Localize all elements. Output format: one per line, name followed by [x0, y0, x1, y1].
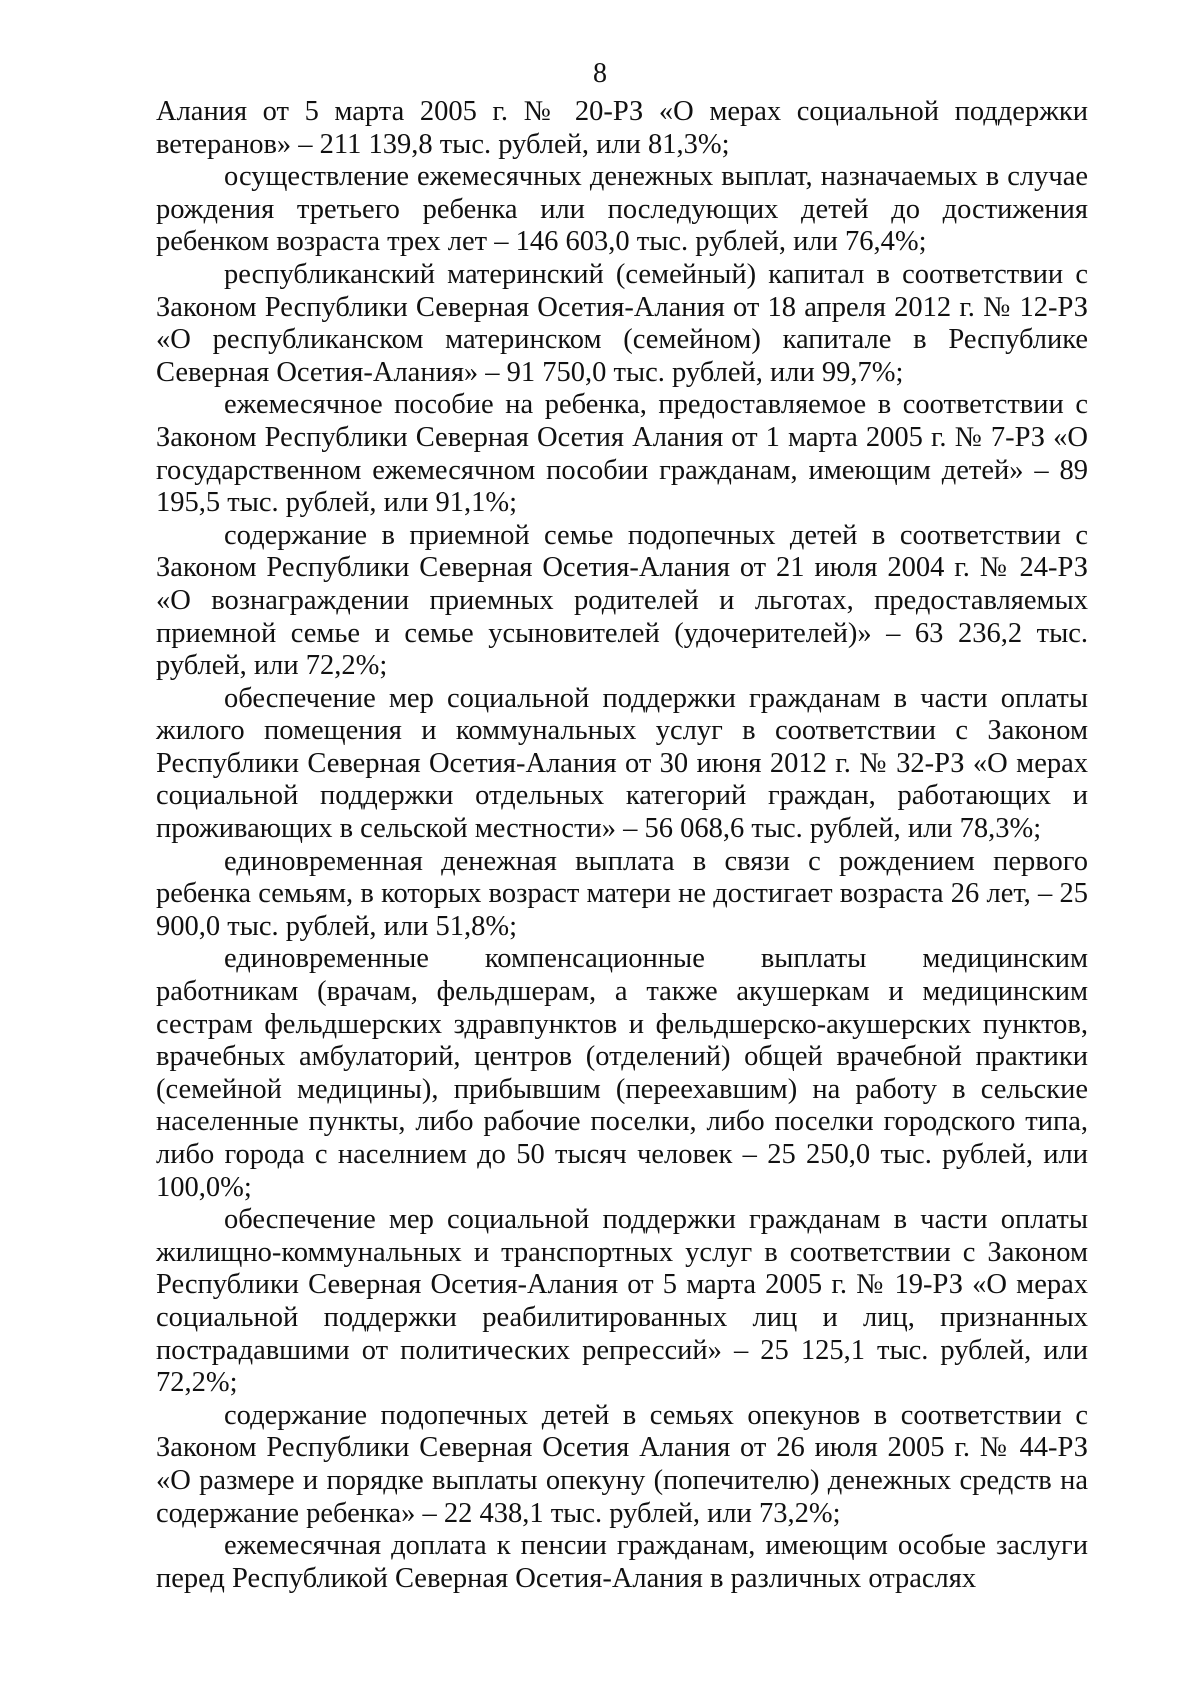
paragraph-first-child-payment: единовременная денежная выплата в связи с рождением первого ребенка семьям, в которых возраст матери не достигает возраста 26 лет, – 25 900,0 тыс. рублей, или 51,8%; — [156, 845, 1088, 942]
page-number: 8 — [593, 58, 607, 89]
paragraph-guardianship: содержание подопечных детей в семьях опекунов в соответствии с Законом Республики Северная Осетия Алания от 26 июля 2005 г. № 44-РЗ «О размере и порядке выплаты опекуну (попечителю) денежных средств на содержание ребенка» – 22 438,1 тыс. рублей, или 73,2%; — [156, 1399, 1088, 1529]
paragraph-maternity-capital: республиканский материнский (семейный) капитал в соответствии с Законом Республики Северная Осетия-Алания от 18 апреля 2012 г. № 12-РЗ «О республиканском материнском (семейном) капитале в Республике Северная Осетия-Алания» – 91 750,0 тыс. рублей, или 99,7%; — [156, 258, 1088, 388]
paragraph-foster-family: содержание в приемной семье подопечных детей в соответствии с Законом Республики Северная Осетия-Алания от 21 июля 2004 г. № 24-РЗ «О вознаграждении приемных родителей и льготах, предоставляемых приемной семье и семье усыновителей (удочерителей)» – 63 236,2 тыс. рублей, или 72,2%; — [156, 519, 1088, 682]
paragraph-rural-housing-support: обеспечение мер социальной поддержки гражданам в части оплаты жилого помещения и коммунальных услуг в соответствии с Законом Республики Северная Осетия-Алания от 30 июня 2012 г. № 32-РЗ «О мерах социальной поддержки отдельных категорий граждан, работающих и проживающих в сельской местности» – 56 068,6 тыс. рублей, или 78,3%; — [156, 682, 1088, 845]
paragraph-pension-supplement: ежемесячная доплата к пенсии гражданам, имеющим особые заслуги перед Республикой Северная Осетия-Алания в различных отраслях — [156, 1530, 1088, 1594]
document-body — [156, 96, 1088, 1595]
paragraph-monthly-payments: осуществление ежемесячных денежных выплат, назначаемых в случае рождения третьего ребенка или последующих детей до достижения ребенком возраста трех лет – 146 603,0 тыс. рублей, или 76,4%; — [156, 161, 1088, 258]
paragraph-child-allowance: ежемесячное пособие на ребенка, предоставляемое в соответствии с Законом Республики Северная Осетия Алания от 1 марта 2005 г. № 7-РЗ «О государственном ежемесячном пособии гражданам, имеющим детей» – 89 195,5 тыс. рублей, или 91,1%; — [156, 389, 1088, 519]
paragraph-rehabilitated-persons: обеспечение мер социальной поддержки гражданам в части оплаты жилищно-коммунальных и транспортных услуг в соответствии с Законом Республики Северная Осетия-Алания от 5 марта 2005 г. № 19-РЗ «О мерах социальной поддержки реабилитированных лиц и лиц, признанных пострадавшими от политических репрессий» – 25 125,1 тыс. рублей, или 72,2%; — [156, 1204, 1088, 1399]
paragraph-medical-workers-compensation: единовременные компенсационные выплаты медицинским работникам (врачам, фельдшерам, а также акушеркам и медицинским сестрам фельдшерских здравпунктов и фельдшерско-акушерских пунктов, врачебных амбулаторий, центров (отделений) общей врачебной практики (семейной медицины), прибывшим (переехавшим) на работу в сельские населенные пункты, либо рабочие поселки, либо поселки городского типа, либо города с населнием до 50 тысяч человек – 25 250,0 тыс. рублей, или 100,0%; — [156, 943, 1088, 1203]
paragraph-continuation: Алания от 5 марта 2005 г. № 20-РЗ «О мерах социальной поддержки ветеранов» – 211 139,8 тыс. рублей, или 81,3%; — [156, 96, 1088, 160]
